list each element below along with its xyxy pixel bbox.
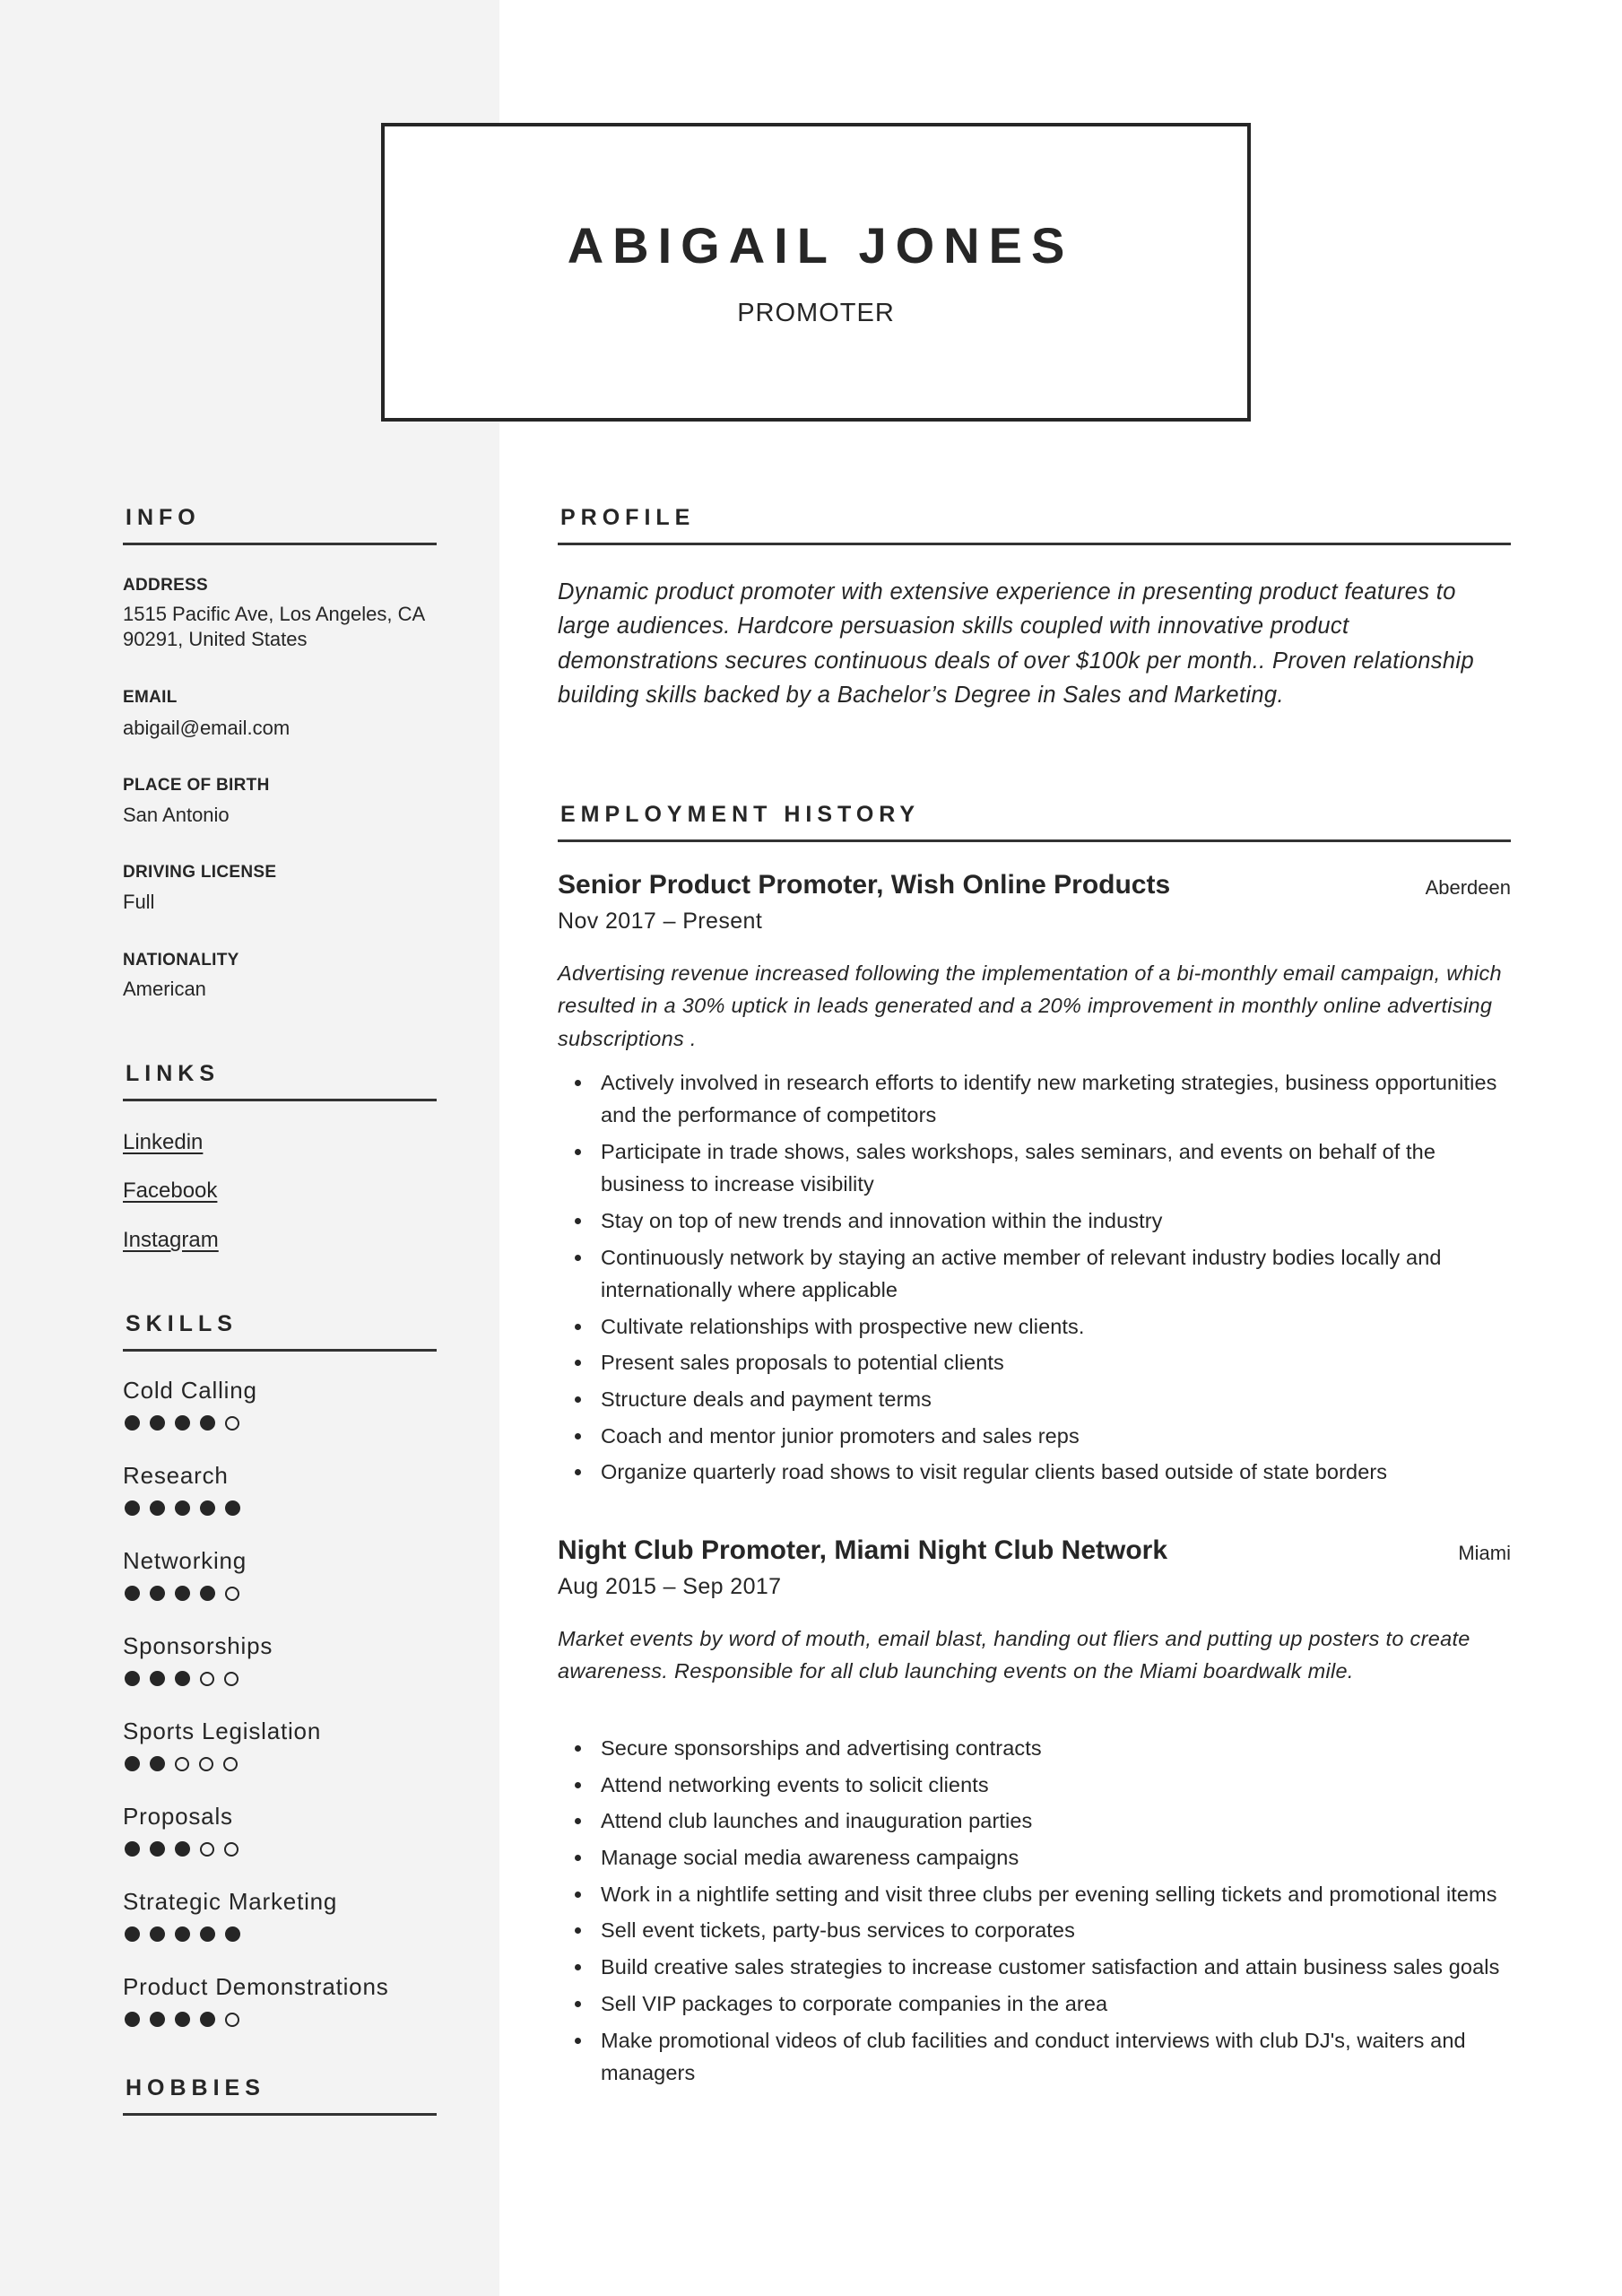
filled-dot-icon: [225, 1926, 240, 1942]
filled-dot-icon: [150, 2012, 165, 2027]
list-item: Participate in trade shows, sales workshops, sales seminars, and events on behalf of the business to increase visibility: [558, 1135, 1511, 1201]
filled-dot-icon: [175, 1415, 190, 1431]
list-item: Organize quarterly road shows to visit regular clients based outside of state borders: [558, 1456, 1511, 1488]
filled-dot-icon: [150, 1500, 165, 1516]
skill-name: Cold Calling: [123, 1377, 257, 1404]
list-item: Present sales proposals to potential clients: [558, 1346, 1511, 1378]
filled-dot-icon: [125, 1841, 140, 1857]
skill-name: Sponsorships: [123, 1632, 273, 1659]
skill-name: Proposals: [123, 1803, 233, 1830]
info-section: [123, 503, 437, 545]
filled-dot-icon: [150, 1671, 165, 1686]
employment-heading: EMPLOYMENT HISTORY: [560, 802, 921, 827]
filled-dot-icon: [175, 1500, 190, 1516]
skill-rating: [125, 1756, 238, 1771]
driving-license-value: Full: [123, 891, 155, 913]
list-item: Stay on top of new trends and innovation within the industry: [558, 1205, 1511, 1237]
skill-name: Product Demonstrations: [123, 1973, 389, 2000]
nationality-label: NATIONALITY: [123, 951, 239, 970]
hobbies-heading: HOBBIES: [126, 2075, 265, 2100]
filled-dot-icon: [200, 1415, 215, 1431]
list-item: Cultivate relationships with prospective new clients.: [558, 1310, 1511, 1343]
instagram-link[interactable]: Instagram: [123, 1228, 219, 1252]
profile-summary: Dynamic product promoter with extensive experience in presenting product features to large audiences. Hardcore persuasion skills coupled with innovative product demonstrations secures continuous deals of over $100k per month.. Proven relationship building skills backed by a Bachelor’s Degree in Sales and Marketing.: [558, 579, 1474, 708]
list-item: Make promotional videos of club facilities and conduct interviews with club DJ's, waiters and managers: [558, 2024, 1511, 2090]
address-label: ADDRESS: [123, 576, 209, 595]
job-responsibilities: [558, 1066, 1511, 1492]
filled-dot-icon: [150, 1415, 165, 1431]
skill-name: Strategic Marketing: [123, 1888, 338, 1915]
filled-dot-icon: [200, 1500, 215, 1516]
empty-dot-icon: [200, 1842, 214, 1857]
filled-dot-icon: [200, 1586, 215, 1601]
empty-dot-icon: [223, 1757, 238, 1771]
list-item: Actively involved in research efforts to identify new marketing strategies, business opportunities and the performance of competitors: [558, 1066, 1511, 1132]
hobbies-section: [123, 2074, 437, 2116]
filled-dot-icon: [125, 1415, 140, 1431]
facebook-link[interactable]: Facebook: [123, 1178, 218, 1203]
employment-section: [558, 800, 1511, 842]
filled-dot-icon: [225, 1500, 240, 1516]
list-item: Work in a nightlife setting and visit three clubs per evening selling tickets and promotional items: [558, 1878, 1511, 1910]
list-item: Sell VIP packages to corporate companies in the area: [558, 1987, 1511, 2020]
empty-dot-icon: [199, 1757, 213, 1771]
list-item: Sell event tickets, party-bus services to corporates: [558, 1914, 1511, 1946]
skill-name: Research: [123, 1462, 229, 1489]
skill-rating: [125, 2012, 239, 2027]
filled-dot-icon: [125, 1926, 140, 1942]
candidate-title: PROMOTER: [737, 299, 895, 327]
info-divider: [123, 543, 437, 545]
filled-dot-icon: [125, 1500, 140, 1516]
skills-heading: SKILLS: [126, 1311, 238, 1336]
skill-name: Sports Legislation: [123, 1718, 322, 1744]
hobbies-divider: [123, 2113, 437, 2116]
skill-rating: [125, 1415, 239, 1431]
list-item: Continuously network by staying an active member of relevant industry bodies locally and internationally where applicable: [558, 1241, 1511, 1307]
filled-dot-icon: [175, 1841, 190, 1857]
filled-dot-icon: [125, 1756, 140, 1771]
filled-dot-icon: [150, 1586, 165, 1601]
empty-dot-icon: [225, 1587, 239, 1601]
empty-dot-icon: [225, 2013, 239, 2027]
filled-dot-icon: [200, 2012, 215, 2027]
address-value: 1515 Pacific Ave, Los Angeles, CA 90291, United States: [123, 603, 424, 650]
job-dates: Aug 2015 – Sep 2017: [558, 1574, 782, 1599]
empty-dot-icon: [175, 1757, 189, 1771]
filled-dot-icon: [125, 2012, 140, 2027]
empty-dot-icon: [224, 1842, 239, 1857]
empty-dot-icon: [225, 1416, 239, 1431]
profile-heading: PROFILE: [560, 505, 696, 530]
empty-dot-icon: [200, 1672, 214, 1686]
nationality-value: American: [123, 978, 206, 1000]
job-description: Advertising revenue increased following the implementation of a bi-monthly email campaign, which resulted in a 30% uptick in leads generated and a 20% improvement in monthly online advertising subscriptions .: [558, 961, 1502, 1050]
job-location: Miami: [1458, 1542, 1511, 1564]
job-title: Night Club Promoter, Miami Night Club Network: [558, 1535, 1168, 1565]
skill-rating: [125, 1671, 239, 1686]
filled-dot-icon: [175, 1671, 190, 1686]
header-box: [381, 123, 1251, 422]
skill-rating: [125, 1586, 239, 1601]
skill-rating: [125, 1926, 240, 1942]
links-section: [123, 1059, 437, 1101]
filled-dot-icon: [200, 1926, 215, 1942]
filled-dot-icon: [125, 1586, 140, 1601]
candidate-name: ABIGAIL JONES: [567, 217, 1074, 274]
info-heading: INFO: [126, 505, 201, 530]
skill-name: Networking: [123, 1547, 247, 1574]
job-location: Aberdeen: [1425, 876, 1511, 899]
skills-divider: [123, 1349, 437, 1352]
links-divider: [123, 1099, 437, 1101]
job-title: Senior Product Promoter, Wish Online Products: [558, 870, 1171, 900]
filled-dot-icon: [175, 1926, 190, 1942]
list-item: Manage social media awareness campaigns: [558, 1841, 1511, 1874]
place-of-birth-label: PLACE OF BIRTH: [123, 776, 270, 795]
linkedin-link[interactable]: Linkedin: [123, 1130, 204, 1154]
list-item: Build creative sales strategies to increase customer satisfaction and attain business sales goals: [558, 1951, 1511, 1983]
list-item: Secure sponsorships and advertising contracts: [558, 1732, 1511, 1764]
filled-dot-icon: [150, 1926, 165, 1942]
job-responsibilities: [558, 1732, 1511, 2092]
list-item: Structure deals and payment terms: [558, 1383, 1511, 1415]
driving-license-label: DRIVING LICENSE: [123, 863, 277, 882]
filled-dot-icon: [150, 1756, 165, 1771]
profile-divider: [558, 543, 1511, 545]
email-label: EMAIL: [123, 688, 178, 707]
email-value: abigail@email.com: [123, 717, 291, 739]
list-item: Coach and mentor junior promoters and sales reps: [558, 1420, 1511, 1452]
place-of-birth-value: San Antonio: [123, 804, 230, 826]
job-dates: Nov 2017 – Present: [558, 909, 763, 934]
filled-dot-icon: [175, 2012, 190, 2027]
job-description: Market events by word of mouth, email blast, handing out fliers and putting up posters to create awareness. Responsible for all club launching events on the Miami boardwalk mile.: [558, 1627, 1470, 1683]
links-heading: LINKS: [126, 1061, 220, 1086]
empty-dot-icon: [224, 1672, 239, 1686]
skill-rating: [125, 1500, 240, 1516]
employment-divider: [558, 839, 1511, 842]
skills-section: [123, 1309, 437, 1352]
profile-section: [558, 503, 1511, 545]
filled-dot-icon: [125, 1671, 140, 1686]
filled-dot-icon: [175, 1586, 190, 1601]
skill-rating: [125, 1841, 239, 1857]
filled-dot-icon: [150, 1841, 165, 1857]
list-item: Attend networking events to solicit clients: [558, 1769, 1511, 1801]
list-item: Attend club launches and inauguration parties: [558, 1805, 1511, 1837]
